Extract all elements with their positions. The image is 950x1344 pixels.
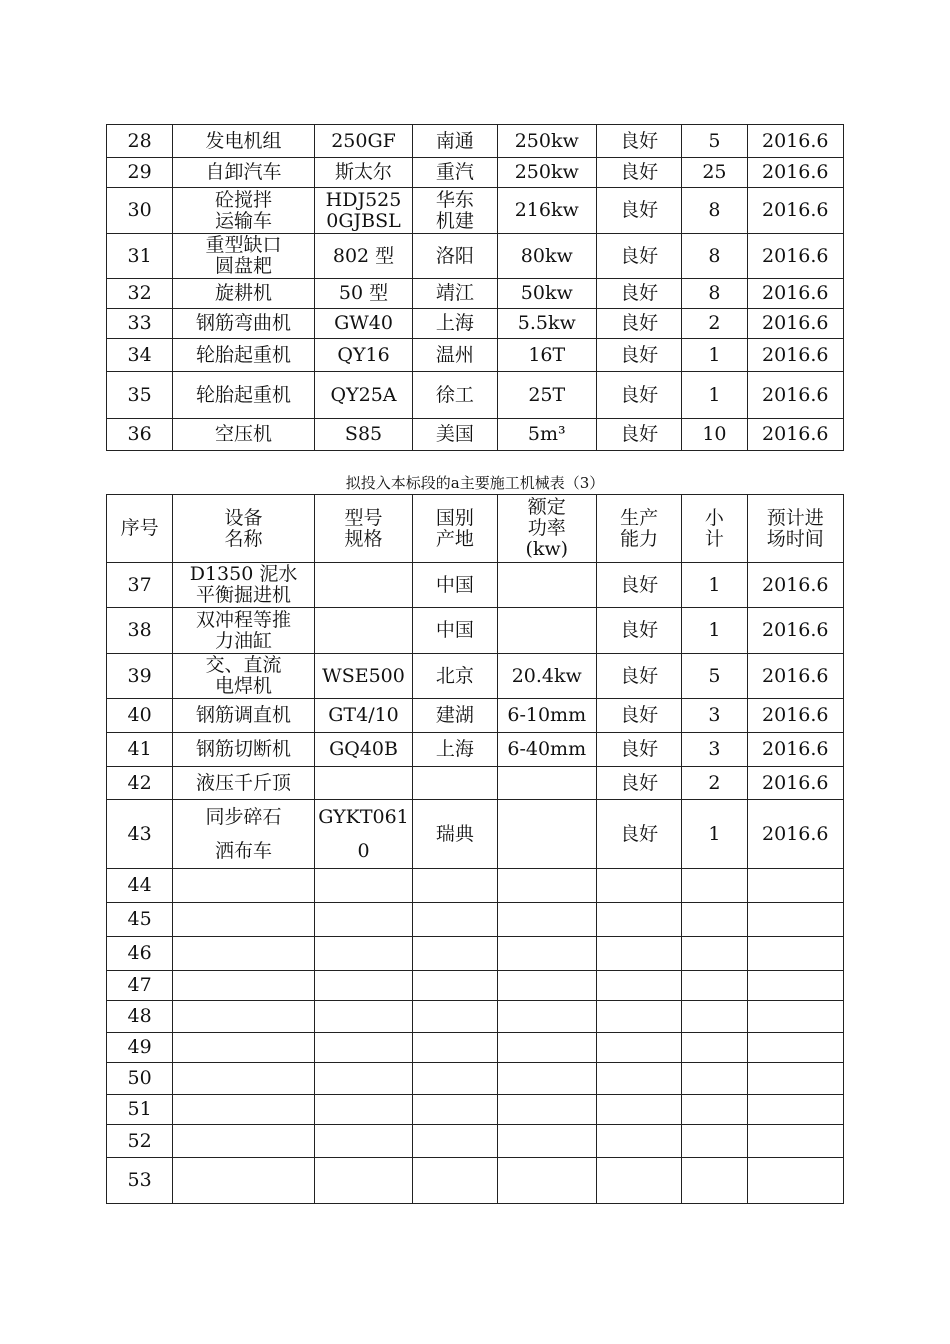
cell-origin xyxy=(413,1158,497,1204)
cell-no: 38 xyxy=(107,608,173,654)
cell-name: 钢筋切断机 xyxy=(173,733,315,767)
table-row xyxy=(107,1158,844,1204)
cell-power xyxy=(497,869,596,903)
cell-name: 钢筋弯曲机 xyxy=(173,309,315,339)
cell-name: 砼搅拌 运输车 xyxy=(173,188,315,234)
cell-model xyxy=(314,869,412,903)
cell-model: QY16 xyxy=(314,339,412,372)
header-power: 额定 功率 (kw) xyxy=(497,495,596,563)
cell-model: GT4/10 xyxy=(314,699,412,733)
cell-date xyxy=(747,1095,843,1125)
cell-no: 50 xyxy=(107,1063,173,1095)
cell-power: 216kw xyxy=(497,188,596,234)
cell-origin xyxy=(413,971,497,1001)
cell-power xyxy=(497,1158,596,1204)
table-row xyxy=(107,767,844,800)
cell-no: 42 xyxy=(107,767,173,800)
cell-status: 良好 xyxy=(596,339,681,372)
cell-count xyxy=(682,937,747,971)
cell-power: 250kw xyxy=(497,158,596,188)
cell-status: 良好 xyxy=(596,654,681,699)
table-row xyxy=(107,869,844,903)
cell-origin xyxy=(413,1001,497,1033)
cell-power xyxy=(497,1095,596,1125)
cell-name: 重型缺口 圆盘耙 xyxy=(173,234,315,279)
cell-date xyxy=(747,1033,843,1063)
cell-date: 2016.6 xyxy=(747,158,843,188)
cell-model xyxy=(314,1033,412,1063)
cell-date: 2016.6 xyxy=(747,733,843,767)
cell-model: HDJ525 0GJBSL xyxy=(314,188,412,234)
cell-model xyxy=(314,608,412,654)
cell-count: 3 xyxy=(682,699,747,733)
cell-status xyxy=(596,903,681,937)
cell-name: 自卸汽车 xyxy=(173,158,315,188)
cell-no: 34 xyxy=(107,339,173,372)
cell-date xyxy=(747,903,843,937)
cell-name: 同步碎石 洒布车 xyxy=(173,800,315,869)
table-row xyxy=(107,563,844,608)
cell-status: 良好 xyxy=(596,234,681,279)
table-row xyxy=(107,1033,844,1063)
cell-power: 50kw xyxy=(497,279,596,309)
equipment-table-3 xyxy=(106,494,844,1204)
cell-power: 6-10mm xyxy=(497,699,596,733)
cell-name xyxy=(173,1095,315,1125)
cell-origin: 中国 xyxy=(413,563,497,608)
cell-origin: 美国 xyxy=(413,419,497,451)
table-header-row xyxy=(107,495,844,563)
cell-count: 25 xyxy=(682,158,747,188)
cell-name xyxy=(173,1158,315,1204)
cell-model xyxy=(314,1063,412,1095)
header-name: 设备 名称 xyxy=(173,495,315,563)
cell-origin xyxy=(413,1033,497,1063)
cell-status: 良好 xyxy=(596,158,681,188)
cell-date: 2016.6 xyxy=(747,372,843,419)
equipment-table-body xyxy=(107,563,844,1204)
cell-model: GW40 xyxy=(314,309,412,339)
cell-model: 802 型 xyxy=(314,234,412,279)
cell-origin xyxy=(413,937,497,971)
cell-status: 良好 xyxy=(596,800,681,869)
cell-date: 2016.6 xyxy=(747,234,843,279)
cell-origin: 中国 xyxy=(413,608,497,654)
cell-date xyxy=(747,869,843,903)
cell-name xyxy=(173,971,315,1001)
cell-no: 48 xyxy=(107,1001,173,1033)
cell-name xyxy=(173,1125,315,1158)
cell-origin xyxy=(413,903,497,937)
cell-no: 44 xyxy=(107,869,173,903)
cell-name: 旋耕机 xyxy=(173,279,315,309)
cell-origin xyxy=(413,1095,497,1125)
cell-power xyxy=(497,767,596,800)
cell-status xyxy=(596,869,681,903)
cell-count: 8 xyxy=(682,279,747,309)
cell-origin: 瑞典 xyxy=(413,800,497,869)
cell-count: 8 xyxy=(682,188,747,234)
cell-no: 43 xyxy=(107,800,173,869)
cell-status: 良好 xyxy=(596,125,681,158)
cell-model xyxy=(314,1125,412,1158)
cell-status xyxy=(596,1001,681,1033)
cell-origin xyxy=(413,767,497,800)
cell-name: 轮胎起重机 xyxy=(173,339,315,372)
cell-date: 2016.6 xyxy=(747,654,843,699)
table-row xyxy=(107,309,844,339)
cell-name xyxy=(173,937,315,971)
table-row xyxy=(107,733,844,767)
cell-no: 49 xyxy=(107,1033,173,1063)
cell-no: 32 xyxy=(107,279,173,309)
cell-date xyxy=(747,1001,843,1033)
table-row xyxy=(107,125,844,158)
cell-date: 2016.6 xyxy=(747,309,843,339)
cell-no: 36 xyxy=(107,419,173,451)
cell-status: 良好 xyxy=(596,372,681,419)
cell-name xyxy=(173,869,315,903)
table-row xyxy=(107,372,844,419)
cell-origin: 重汽 xyxy=(413,158,497,188)
cell-count: 2 xyxy=(682,309,747,339)
cell-model: QY25A xyxy=(314,372,412,419)
cell-no: 29 xyxy=(107,158,173,188)
cell-name: 液压千斤顶 xyxy=(173,767,315,800)
table-row xyxy=(107,903,844,937)
table-row xyxy=(107,654,844,699)
cell-model xyxy=(314,1095,412,1125)
cell-origin xyxy=(413,1063,497,1095)
cell-power: 5m³ xyxy=(497,419,596,451)
cell-date: 2016.6 xyxy=(747,767,843,800)
header-count: 小 计 xyxy=(682,495,747,563)
cell-date: 2016.6 xyxy=(747,339,843,372)
cell-status: 良好 xyxy=(596,188,681,234)
cell-count xyxy=(682,1095,747,1125)
table-row xyxy=(107,419,844,451)
cell-no: 51 xyxy=(107,1095,173,1125)
cell-count xyxy=(682,1033,747,1063)
cell-model: GYKT061 0 xyxy=(314,800,412,869)
cell-count xyxy=(682,971,747,1001)
cell-count xyxy=(682,1063,747,1095)
cell-no: 53 xyxy=(107,1158,173,1204)
cell-origin: 徐工 xyxy=(413,372,497,419)
cell-model: S85 xyxy=(314,419,412,451)
cell-power: 80kw xyxy=(497,234,596,279)
cell-model xyxy=(314,971,412,1001)
cell-power: 250kw xyxy=(497,125,596,158)
cell-count: 2 xyxy=(682,767,747,800)
cell-no: 41 xyxy=(107,733,173,767)
cell-date: 2016.6 xyxy=(747,563,843,608)
cell-status xyxy=(596,1125,681,1158)
table-row xyxy=(107,279,844,309)
cell-name: 双冲程等推 力油缸 xyxy=(173,608,315,654)
table-row xyxy=(107,699,844,733)
cell-model xyxy=(314,767,412,800)
cell-origin: 温州 xyxy=(413,339,497,372)
cell-count: 5 xyxy=(682,654,747,699)
cell-no: 40 xyxy=(107,699,173,733)
equipment-table-body xyxy=(107,125,844,451)
cell-model: 斯太尔 xyxy=(314,158,412,188)
cell-date: 2016.6 xyxy=(747,800,843,869)
cell-origin xyxy=(413,1125,497,1158)
table-row xyxy=(107,1001,844,1033)
cell-date xyxy=(747,1158,843,1204)
cell-status: 良好 xyxy=(596,767,681,800)
cell-model: 50 型 xyxy=(314,279,412,309)
cell-status: 良好 xyxy=(596,309,681,339)
cell-model xyxy=(314,937,412,971)
cell-name: 轮胎起重机 xyxy=(173,372,315,419)
header-origin: 国别 产地 xyxy=(413,495,497,563)
cell-name: 钢筋调直机 xyxy=(173,699,315,733)
cell-status: 良好 xyxy=(596,699,681,733)
table-caption: 拟投入本标段的a主要施工机械表（3） xyxy=(345,474,605,492)
cell-model xyxy=(314,1158,412,1204)
cell-count: 8 xyxy=(682,234,747,279)
cell-no: 39 xyxy=(107,654,173,699)
cell-no: 30 xyxy=(107,188,173,234)
cell-count: 1 xyxy=(682,339,747,372)
table-row xyxy=(107,1125,844,1158)
cell-model: 250GF xyxy=(314,125,412,158)
cell-date: 2016.6 xyxy=(747,608,843,654)
cell-date: 2016.6 xyxy=(747,279,843,309)
cell-name xyxy=(173,903,315,937)
cell-no: 31 xyxy=(107,234,173,279)
cell-model xyxy=(314,563,412,608)
cell-power xyxy=(497,903,596,937)
cell-power xyxy=(497,937,596,971)
table-row xyxy=(107,971,844,1001)
cell-origin: 南通 xyxy=(413,125,497,158)
cell-date: 2016.6 xyxy=(747,699,843,733)
table-row xyxy=(107,339,844,372)
cell-name: 发电机组 xyxy=(173,125,315,158)
cell-model: WSE500 xyxy=(314,654,412,699)
cell-count xyxy=(682,1125,747,1158)
table-row xyxy=(107,1063,844,1095)
cell-date xyxy=(747,1125,843,1158)
cell-no: 45 xyxy=(107,903,173,937)
cell-count: 10 xyxy=(682,419,747,451)
header-model: 型号 规格 xyxy=(314,495,412,563)
cell-status: 良好 xyxy=(596,419,681,451)
table-row xyxy=(107,158,844,188)
cell-name: D1350 泥水 平衡掘进机 xyxy=(173,563,315,608)
cell-power: 20.4kw xyxy=(497,654,596,699)
cell-status xyxy=(596,1095,681,1125)
cell-count: 1 xyxy=(682,563,747,608)
cell-status: 良好 xyxy=(596,608,681,654)
table-row xyxy=(107,1095,844,1125)
cell-no: 37 xyxy=(107,563,173,608)
cell-power xyxy=(497,1033,596,1063)
table-row xyxy=(107,937,844,971)
cell-status xyxy=(596,1063,681,1095)
cell-status xyxy=(596,971,681,1001)
cell-origin xyxy=(413,869,497,903)
cell-origin: 建湖 xyxy=(413,699,497,733)
cell-name xyxy=(173,1001,315,1033)
table-row xyxy=(107,608,844,654)
cell-name: 空压机 xyxy=(173,419,315,451)
cell-date: 2016.6 xyxy=(747,125,843,158)
table-row xyxy=(107,188,844,234)
cell-power xyxy=(497,800,596,869)
cell-model xyxy=(314,903,412,937)
cell-power: 16T xyxy=(497,339,596,372)
cell-count xyxy=(682,1158,747,1204)
cell-status: 良好 xyxy=(596,563,681,608)
cell-count: 3 xyxy=(682,733,747,767)
cell-no: 47 xyxy=(107,971,173,1001)
cell-date xyxy=(747,937,843,971)
cell-no: 33 xyxy=(107,309,173,339)
header-status: 生产 能力 xyxy=(596,495,681,563)
cell-origin: 上海 xyxy=(413,309,497,339)
cell-status: 良好 xyxy=(596,279,681,309)
cell-no: 52 xyxy=(107,1125,173,1158)
cell-date xyxy=(747,1063,843,1095)
cell-power xyxy=(497,608,596,654)
cell-status xyxy=(596,937,681,971)
cell-origin: 上海 xyxy=(413,733,497,767)
cell-status xyxy=(596,1033,681,1063)
cell-model xyxy=(314,1001,412,1033)
cell-power: 6-40mm xyxy=(497,733,596,767)
cell-origin: 北京 xyxy=(413,654,497,699)
cell-origin: 靖江 xyxy=(413,279,497,309)
cell-no: 35 xyxy=(107,372,173,419)
table-row xyxy=(107,234,844,279)
equipment-table-continued xyxy=(106,124,844,451)
header-date: 预计进 场时间 xyxy=(747,495,843,563)
cell-count: 1 xyxy=(682,372,747,419)
cell-date: 2016.6 xyxy=(747,188,843,234)
cell-name: 交、直流 电焊机 xyxy=(173,654,315,699)
cell-name xyxy=(173,1033,315,1063)
cell-power xyxy=(497,563,596,608)
cell-date: 2016.6 xyxy=(747,419,843,451)
cell-status: 良好 xyxy=(596,733,681,767)
cell-power: 25T xyxy=(497,372,596,419)
header-no: 序号 xyxy=(107,495,173,563)
cell-name xyxy=(173,1063,315,1095)
cell-origin: 洛阳 xyxy=(413,234,497,279)
cell-power xyxy=(497,1125,596,1158)
cell-count xyxy=(682,1001,747,1033)
table-row xyxy=(107,800,844,869)
cell-status xyxy=(596,1158,681,1204)
cell-date xyxy=(747,971,843,1001)
cell-count xyxy=(682,869,747,903)
cell-count: 1 xyxy=(682,800,747,869)
cell-model: GQ40B xyxy=(314,733,412,767)
cell-power: 5.5kw xyxy=(497,309,596,339)
cell-no: 46 xyxy=(107,937,173,971)
cell-no: 28 xyxy=(107,125,173,158)
cell-power xyxy=(497,1001,596,1033)
cell-count: 5 xyxy=(682,125,747,158)
cell-count: 1 xyxy=(682,608,747,654)
cell-count xyxy=(682,903,747,937)
cell-origin: 华东 机建 xyxy=(413,188,497,234)
cell-power xyxy=(497,1063,596,1095)
cell-power xyxy=(497,971,596,1001)
